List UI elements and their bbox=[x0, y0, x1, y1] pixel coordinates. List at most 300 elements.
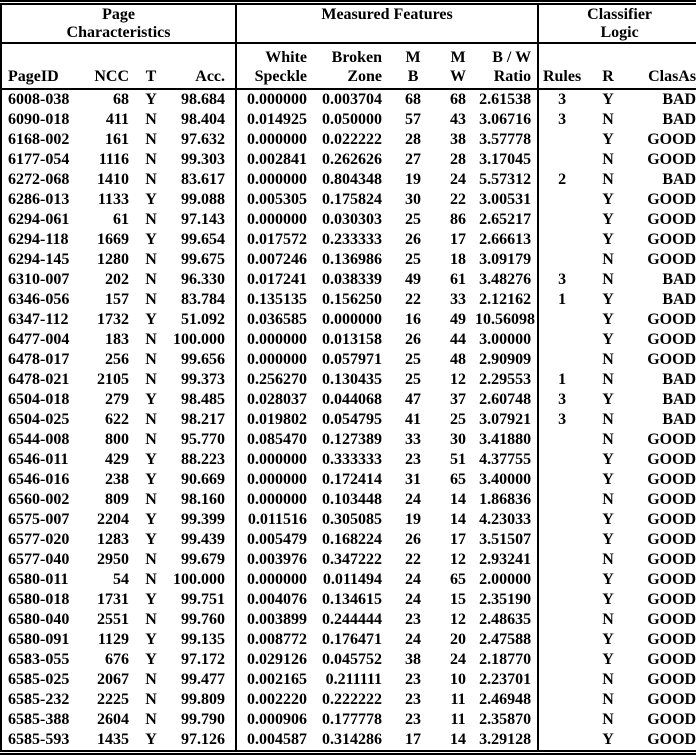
cell-rules bbox=[538, 490, 585, 510]
cell-m-b: 49 bbox=[405, 271, 422, 288]
cell-t: N bbox=[145, 571, 157, 588]
table-row bbox=[1, 490, 696, 510]
cell-clasas: BAD bbox=[662, 371, 696, 388]
cell-broken-zone: 0.045752 bbox=[322, 651, 383, 668]
cell-m-b: 31 bbox=[405, 471, 422, 488]
cell-ncc: 1283 bbox=[97, 531, 129, 548]
cell-m-w: 11 bbox=[450, 711, 466, 728]
group-title-line: Classifier bbox=[587, 6, 653, 23]
cell-r: N bbox=[602, 251, 614, 268]
cell-pageid: 6504-025 bbox=[8, 411, 70, 428]
cell-t: Y bbox=[145, 631, 157, 648]
cell-t: N bbox=[145, 271, 157, 288]
cell-m-w: 10 bbox=[450, 671, 467, 688]
cell-white-speckle: 0.029126 bbox=[236, 650, 311, 670]
cell-rules bbox=[538, 130, 585, 150]
cell-bw-ratio: 3.51507 bbox=[479, 531, 532, 548]
cell-clasas: GOOD bbox=[647, 451, 696, 468]
cell-t: N bbox=[145, 291, 157, 308]
cell-pageid: 6544-008 bbox=[8, 431, 70, 448]
cell-rules bbox=[538, 350, 585, 370]
cell-ncc: 61 bbox=[113, 211, 129, 228]
table-row bbox=[1, 210, 696, 230]
cell-m-w: 65 bbox=[450, 571, 467, 588]
cell-white-speckle: 0.004076 bbox=[236, 590, 311, 610]
cell-broken-zone: 0.013158 bbox=[322, 331, 383, 348]
cell-r: Y bbox=[602, 531, 614, 548]
cell-m-b: 68 bbox=[405, 91, 422, 108]
cell-white-speckle: 0.135135 bbox=[236, 290, 311, 310]
cell-pageid: 6546-016 bbox=[8, 471, 70, 488]
group-header-measured-features bbox=[236, 5, 538, 43]
cell-m-b: 25 bbox=[405, 211, 422, 228]
cell-r: Y bbox=[602, 571, 614, 588]
col-header-white-speckle: White Speckle bbox=[236, 43, 311, 89]
cell-ncc: 1116 bbox=[98, 151, 129, 168]
table-row bbox=[1, 290, 696, 310]
cell-pageid: 6585-025 bbox=[8, 671, 70, 688]
cell-acc: 99.399 bbox=[181, 511, 226, 528]
cell-acc: 99.135 bbox=[181, 631, 226, 648]
cell-m-b: 26 bbox=[405, 331, 422, 348]
cell-white-speckle: 0.008772 bbox=[236, 630, 311, 650]
cell-pageid: 6168-002 bbox=[8, 131, 70, 148]
cell-t: Y bbox=[145, 511, 157, 528]
cell-acc: 97.126 bbox=[181, 731, 226, 748]
table-row bbox=[1, 250, 696, 270]
cell-r: Y bbox=[602, 651, 614, 668]
table-row bbox=[1, 510, 696, 530]
cell-pageid: 6177-054 bbox=[8, 151, 70, 168]
cell-rules bbox=[538, 570, 585, 590]
cell-m-w: 38 bbox=[450, 131, 467, 148]
cell-r: N bbox=[602, 611, 614, 628]
cell-m-b: 23 bbox=[405, 711, 422, 728]
cell-bw-ratio: 2.12162 bbox=[479, 291, 532, 308]
cell-white-speckle: 0.002220 bbox=[236, 690, 311, 710]
cell-acc: 90.669 bbox=[181, 471, 226, 488]
cell-rules bbox=[538, 190, 585, 210]
cell-acc: 97.143 bbox=[181, 211, 226, 228]
cell-white-speckle: 0.003976 bbox=[236, 550, 311, 570]
table-row bbox=[1, 690, 696, 710]
cell-ncc: 256 bbox=[105, 351, 129, 368]
classifier-results-table bbox=[0, 5, 696, 750]
cell-clasas: GOOD bbox=[647, 431, 696, 448]
cell-m-w: 49 bbox=[450, 311, 467, 328]
cell-m-b: 16 bbox=[405, 311, 422, 328]
cell-m-w: 12 bbox=[450, 551, 467, 568]
cell-bw-ratio: 2.93241 bbox=[479, 551, 532, 568]
cell-t: N bbox=[145, 691, 157, 708]
cell-pageid: 6580-018 bbox=[8, 591, 70, 608]
cell-ncc: 429 bbox=[105, 451, 129, 468]
cell-bw-ratio: 2.46948 bbox=[479, 691, 532, 708]
cell-r: Y bbox=[602, 191, 614, 208]
cell-bw-ratio: 2.29553 bbox=[479, 371, 532, 388]
cell-ncc: 2204 bbox=[97, 511, 129, 528]
cell-m-b: 33 bbox=[405, 431, 422, 448]
cell-bw-ratio: 3.00000 bbox=[479, 331, 532, 348]
cell-clasas: GOOD bbox=[647, 231, 696, 248]
cell-acc: 99.760 bbox=[181, 611, 226, 628]
table-row bbox=[1, 270, 696, 290]
cell-white-speckle: 0.085470 bbox=[236, 430, 311, 450]
cell-clasas: GOOD bbox=[647, 491, 696, 508]
cell-clasas: GOOD bbox=[647, 191, 696, 208]
cell-m-b: 28 bbox=[405, 131, 422, 148]
cell-bw-ratio: 3.48276 bbox=[479, 271, 532, 288]
table-row bbox=[1, 89, 696, 110]
cell-m-b: 47 bbox=[405, 391, 422, 408]
cell-rules bbox=[538, 450, 585, 470]
table-row bbox=[1, 110, 696, 130]
cell-t: Y bbox=[145, 391, 157, 408]
cell-acc: 98.485 bbox=[181, 391, 226, 408]
cell-acc: 51.092 bbox=[181, 311, 226, 328]
cell-rules bbox=[538, 530, 585, 550]
cell-t: N bbox=[145, 551, 157, 568]
cell-r: Y bbox=[602, 451, 614, 468]
cell-broken-zone: 0.333333 bbox=[322, 451, 383, 468]
cell-m-b: 22 bbox=[405, 291, 422, 308]
cell-acc: 99.439 bbox=[181, 531, 226, 548]
cell-r: Y bbox=[602, 731, 614, 748]
cell-acc: 95.770 bbox=[181, 431, 226, 448]
table-row bbox=[1, 650, 696, 670]
cell-ncc: 411 bbox=[105, 111, 129, 128]
cell-t: N bbox=[145, 491, 157, 508]
cell-m-w: 14 bbox=[450, 511, 467, 528]
cell-broken-zone: 0.044068 bbox=[322, 391, 383, 408]
cell-broken-zone: 0.168224 bbox=[322, 531, 383, 548]
cell-broken-zone: 0.038339 bbox=[322, 271, 383, 288]
cell-broken-zone: 0.103448 bbox=[322, 491, 383, 508]
cell-clasas: BAD bbox=[662, 271, 696, 288]
cell-white-speckle: 0.028037 bbox=[236, 390, 311, 410]
cell-rules bbox=[538, 310, 585, 330]
cell-r: N bbox=[602, 711, 614, 728]
cell-rules: 3 bbox=[538, 390, 585, 410]
table-row bbox=[1, 570, 696, 590]
cell-r: N bbox=[602, 491, 614, 508]
cell-clasas: BAD bbox=[662, 391, 696, 408]
cell-bw-ratio: 4.23033 bbox=[479, 511, 532, 528]
cell-r: N bbox=[602, 271, 614, 288]
col-header-clasas: ClasAs bbox=[631, 43, 696, 89]
cell-m-w: 20 bbox=[450, 631, 467, 648]
cell-m-b: 30 bbox=[405, 191, 422, 208]
cell-r: Y bbox=[602, 391, 614, 408]
cell-ncc: 1280 bbox=[97, 251, 129, 268]
cell-r: Y bbox=[602, 591, 614, 608]
cell-white-speckle: 0.002841 bbox=[236, 150, 311, 170]
cell-t: Y bbox=[145, 591, 157, 608]
cell-pageid: 6580-040 bbox=[8, 611, 70, 628]
cell-clasas: GOOD bbox=[647, 591, 696, 608]
cell-white-speckle: 0.000000 bbox=[236, 570, 311, 590]
cell-bw-ratio: 3.57778 bbox=[479, 131, 532, 148]
cell-m-w: 44 bbox=[450, 331, 467, 348]
cell-rules: 3 bbox=[538, 110, 585, 130]
cell-r: N bbox=[602, 551, 614, 568]
cell-rules: 3 bbox=[538, 270, 585, 290]
cell-m-b: 25 bbox=[405, 371, 422, 388]
cell-rules bbox=[538, 730, 585, 750]
cell-bw-ratio: 2.00000 bbox=[479, 571, 532, 588]
cell-t: Y bbox=[145, 531, 157, 548]
cell-pageid: 6294-061 bbox=[8, 211, 70, 228]
cell-ncc: 1133 bbox=[97, 191, 129, 208]
cell-r: N bbox=[602, 671, 614, 688]
cell-ncc: 2067 bbox=[97, 671, 129, 688]
cell-white-speckle: 0.000000 bbox=[236, 450, 311, 470]
cell-acc: 99.679 bbox=[181, 551, 226, 568]
cell-clasas: GOOD bbox=[647, 571, 696, 588]
cell-acc: 100.000 bbox=[173, 331, 226, 348]
cell-rules: 1 bbox=[538, 370, 585, 390]
cell-clasas: GOOD bbox=[647, 511, 696, 528]
table-row bbox=[1, 190, 696, 210]
table-row bbox=[1, 630, 696, 650]
cell-acc: 99.751 bbox=[181, 591, 226, 608]
cell-bw-ratio: 2.61538 bbox=[479, 91, 532, 108]
cell-pageid: 6585-388 bbox=[8, 711, 70, 728]
cell-clasas: GOOD bbox=[647, 311, 696, 328]
cell-ncc: 2551 bbox=[97, 611, 129, 628]
col-header-t: T bbox=[131, 43, 171, 89]
cell-t: Y bbox=[145, 231, 157, 248]
cell-t: Y bbox=[145, 91, 157, 108]
cell-ncc: 202 bbox=[105, 271, 129, 288]
cell-r: Y bbox=[602, 131, 614, 148]
cell-pageid: 6575-007 bbox=[8, 511, 70, 528]
cell-acc: 99.654 bbox=[181, 231, 226, 248]
cell-m-b: 23 bbox=[405, 451, 422, 468]
cell-pageid: 6504-018 bbox=[8, 391, 70, 408]
cell-m-b: 24 bbox=[405, 631, 422, 648]
cell-acc: 99.809 bbox=[181, 691, 226, 708]
col-header-rules: Rules bbox=[538, 43, 585, 89]
cell-t: N bbox=[145, 371, 157, 388]
cell-white-speckle: 0.002165 bbox=[236, 670, 311, 690]
cell-white-speckle: 0.005479 bbox=[236, 530, 311, 550]
col-header-acc: Acc. bbox=[171, 43, 236, 89]
cell-t: N bbox=[145, 351, 157, 368]
cell-t: N bbox=[145, 611, 157, 628]
cell-t: N bbox=[145, 711, 157, 728]
cell-clasas: GOOD bbox=[647, 731, 696, 748]
cell-m-w: 37 bbox=[450, 391, 467, 408]
cell-acc: 98.684 bbox=[181, 91, 226, 108]
cell-clasas: GOOD bbox=[647, 471, 696, 488]
col-header-broken-zone: Broken Zone bbox=[311, 43, 385, 89]
cell-m-b: 57 bbox=[405, 111, 422, 128]
cell-clasas: GOOD bbox=[647, 211, 696, 228]
col-header-pageid: PageID bbox=[1, 43, 73, 89]
cell-white-speckle: 0.000000 bbox=[236, 89, 311, 110]
cell-pageid: 6585-232 bbox=[8, 691, 70, 708]
cell-t: Y bbox=[145, 451, 157, 468]
cell-broken-zone: 0.211111 bbox=[325, 671, 383, 688]
table-row bbox=[1, 130, 696, 150]
cell-r: N bbox=[602, 111, 614, 128]
cell-r: N bbox=[602, 411, 614, 428]
cell-broken-zone: 0.054795 bbox=[322, 411, 383, 428]
cell-acc: 98.160 bbox=[181, 491, 226, 508]
cell-r: N bbox=[602, 431, 614, 448]
cell-rules bbox=[538, 330, 585, 350]
cell-rules bbox=[538, 590, 585, 610]
cell-r: N bbox=[602, 691, 614, 708]
cell-ncc: 161 bbox=[105, 131, 129, 148]
cell-pageid: 6478-021 bbox=[8, 371, 70, 388]
table-row bbox=[1, 430, 696, 450]
cell-pageid: 6580-091 bbox=[8, 631, 70, 648]
cell-rules bbox=[538, 430, 585, 450]
cell-m-w: 22 bbox=[450, 191, 467, 208]
cell-clasas: GOOD bbox=[647, 551, 696, 568]
cell-rules bbox=[538, 690, 585, 710]
cell-m-w: 43 bbox=[450, 111, 467, 128]
cell-white-speckle: 0.036585 bbox=[236, 310, 311, 330]
cell-rules bbox=[538, 230, 585, 250]
cell-pageid: 6346-056 bbox=[8, 291, 70, 308]
cell-clasas: BAD bbox=[662, 291, 696, 308]
cell-pageid: 6272-068 bbox=[8, 171, 70, 188]
cell-r: N bbox=[602, 371, 614, 388]
cell-broken-zone: 0.050000 bbox=[322, 111, 383, 128]
cell-acc: 99.477 bbox=[181, 671, 226, 688]
cell-r: N bbox=[602, 171, 614, 188]
table-row bbox=[1, 370, 696, 390]
cell-ncc: 2604 bbox=[97, 711, 129, 728]
cell-pageid: 6583-055 bbox=[8, 651, 70, 668]
cell-rules bbox=[538, 470, 585, 490]
cell-white-speckle: 0.003899 bbox=[236, 610, 311, 630]
cell-rules: 1 bbox=[538, 290, 585, 310]
cell-white-speckle: 0.000000 bbox=[236, 490, 311, 510]
cell-r: N bbox=[602, 351, 614, 368]
cell-rules bbox=[538, 150, 585, 170]
cell-ncc: 1669 bbox=[97, 231, 129, 248]
cell-clasas: BAD bbox=[662, 91, 696, 108]
cell-m-w: 68 bbox=[450, 91, 467, 108]
cell-m-w: 30 bbox=[450, 431, 467, 448]
cell-white-speckle: 0.000000 bbox=[236, 330, 311, 350]
cell-clasas: GOOD bbox=[647, 711, 696, 728]
cell-m-b: 24 bbox=[405, 491, 422, 508]
cell-ncc: 1129 bbox=[97, 631, 129, 648]
table-row bbox=[1, 550, 696, 570]
cell-broken-zone: 0.314286 bbox=[322, 731, 383, 748]
cell-ncc: 2950 bbox=[97, 551, 129, 568]
cell-r: Y bbox=[602, 291, 614, 308]
cell-m-w: 17 bbox=[450, 531, 467, 548]
cell-pageid: 6310-007 bbox=[8, 271, 70, 288]
cell-ncc: 1410 bbox=[97, 171, 129, 188]
cell-bw-ratio: 2.47588 bbox=[479, 631, 532, 648]
cell-broken-zone: 0.177778 bbox=[322, 711, 383, 728]
cell-rules bbox=[538, 510, 585, 530]
cell-pageid: 6286-013 bbox=[8, 191, 70, 208]
col-header-r: R bbox=[585, 43, 631, 89]
cell-clasas: BAD bbox=[662, 411, 696, 428]
cell-clasas: GOOD bbox=[647, 351, 696, 368]
cell-m-w: 24 bbox=[450, 171, 467, 188]
cell-t: Y bbox=[145, 731, 157, 748]
cell-ncc: 1435 bbox=[97, 731, 129, 748]
cell-m-b: 22 bbox=[405, 551, 422, 568]
cell-rules bbox=[538, 670, 585, 690]
cell-acc: 99.088 bbox=[181, 191, 226, 208]
cell-m-w: 51 bbox=[450, 451, 467, 468]
cell-broken-zone: 0.000000 bbox=[322, 311, 383, 328]
cell-r: N bbox=[602, 151, 614, 168]
cell-ncc: 1731 bbox=[97, 591, 129, 608]
cell-clasas: BAD bbox=[662, 171, 696, 188]
col-header-m-w: M W bbox=[441, 43, 475, 89]
cell-broken-zone: 0.003704 bbox=[322, 91, 383, 108]
cell-m-w: 65 bbox=[450, 471, 467, 488]
cell-white-speckle: 0.000906 bbox=[236, 710, 311, 730]
cell-m-b: 26 bbox=[405, 231, 422, 248]
cell-bw-ratio: 2.35870 bbox=[479, 711, 532, 728]
cell-broken-zone: 0.030303 bbox=[322, 211, 383, 228]
cell-t: N bbox=[145, 431, 157, 448]
cell-acc: 99.656 bbox=[181, 351, 226, 368]
cell-bw-ratio: 3.29128 bbox=[479, 731, 532, 748]
cell-bw-ratio: 10.56098 bbox=[475, 311, 536, 328]
table-row bbox=[1, 730, 696, 750]
cell-bw-ratio: 3.06716 bbox=[479, 111, 532, 128]
table-row bbox=[1, 610, 696, 630]
cell-clasas: GOOD bbox=[647, 131, 696, 148]
cell-white-speckle: 0.017241 bbox=[236, 270, 311, 290]
cell-t: N bbox=[145, 331, 157, 348]
cell-broken-zone: 0.127389 bbox=[322, 431, 383, 448]
cell-m-w: 61 bbox=[450, 271, 467, 288]
cell-rules bbox=[538, 630, 585, 650]
cell-r: Y bbox=[602, 91, 614, 108]
cell-t: Y bbox=[145, 191, 157, 208]
cell-pageid: 6577-040 bbox=[8, 551, 70, 568]
cell-acc: 100.000 bbox=[173, 571, 226, 588]
cell-bw-ratio: 3.41880 bbox=[479, 431, 532, 448]
cell-clasas: GOOD bbox=[647, 631, 696, 648]
col-header-bw-ratio: B / W Ratio bbox=[475, 43, 538, 89]
cell-broken-zone: 0.347222 bbox=[322, 551, 383, 568]
cell-acc: 98.404 bbox=[181, 111, 226, 128]
cell-bw-ratio: 3.00531 bbox=[479, 191, 532, 208]
cell-t: Y bbox=[145, 471, 157, 488]
cell-white-speckle: 0.000000 bbox=[236, 130, 311, 150]
cell-broken-zone: 0.305085 bbox=[322, 511, 383, 528]
col-header-m-b: M B bbox=[385, 43, 441, 89]
table-row bbox=[1, 670, 696, 690]
cell-m-b: 41 bbox=[405, 411, 422, 428]
cell-r: Y bbox=[602, 231, 614, 248]
cell-t: N bbox=[145, 111, 157, 128]
cell-t: N bbox=[145, 151, 157, 168]
cell-m-b: 19 bbox=[405, 511, 422, 528]
cell-rules bbox=[538, 710, 585, 730]
cell-clasas: GOOD bbox=[647, 671, 696, 688]
cell-acc: 83.617 bbox=[181, 171, 226, 188]
cell-m-w: 14 bbox=[450, 731, 467, 748]
cell-m-b: 26 bbox=[405, 531, 422, 548]
cell-pageid: 6294-145 bbox=[8, 251, 70, 268]
